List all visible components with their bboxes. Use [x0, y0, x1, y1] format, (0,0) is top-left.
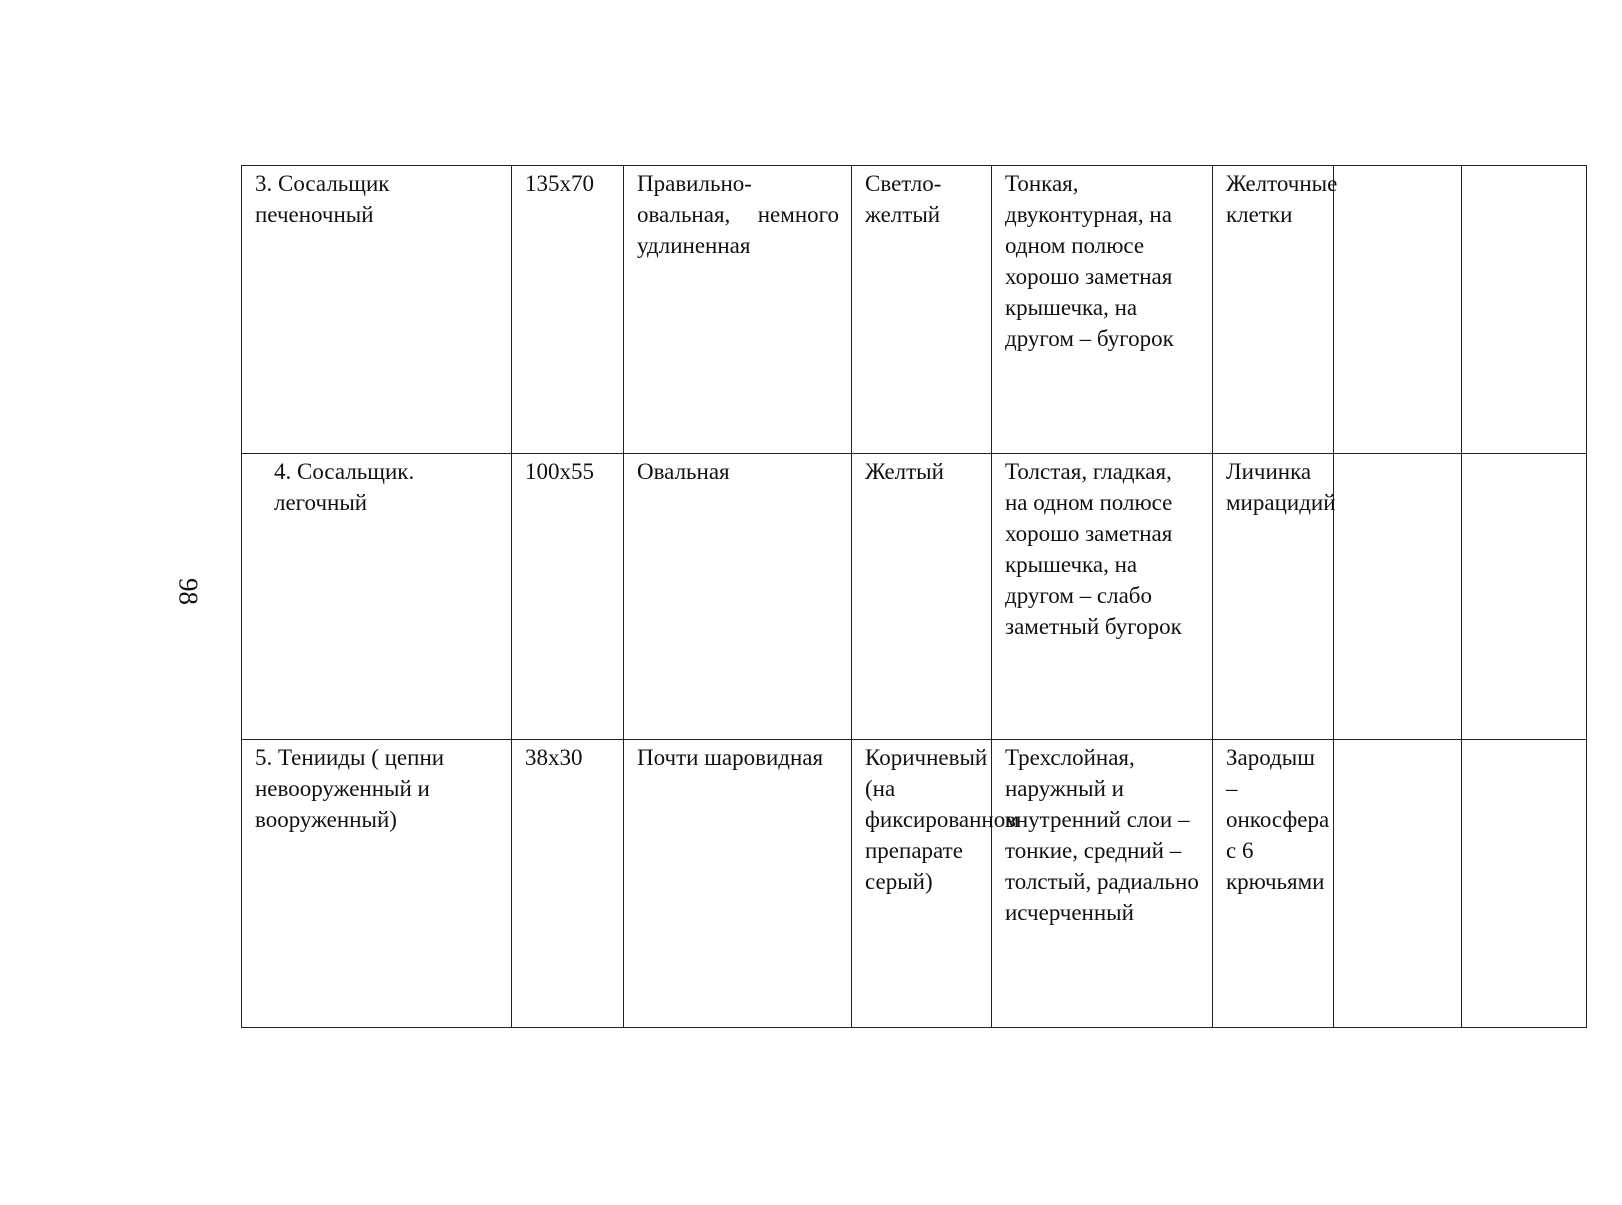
cell-empty [1462, 454, 1587, 740]
helminth-eggs-table [241, 165, 1587, 1028]
cell-size: 135х70 [512, 166, 624, 454]
cell-name: 3. Сосальщик печеночный [242, 166, 512, 454]
cell-shell: Тонкая, двуконтурная, на одном полюсе хорошо заметная крышечка, на другом – бугорок [992, 166, 1213, 454]
cell-contents: Зародыш – онкосфера с 6 крючьями [1213, 740, 1334, 1028]
cell-empty [1334, 454, 1462, 740]
cell-contents: Желточные клетки [1213, 166, 1334, 454]
cell-empty [1334, 166, 1462, 454]
table-row [242, 454, 1587, 740]
table-row [242, 740, 1587, 1028]
cell-contents: Личинка мирацидий [1213, 454, 1334, 740]
cell-size: 100х55 [512, 454, 624, 740]
cell-size: 38х30 [512, 740, 624, 1028]
cell-shape: Овальная [624, 454, 852, 740]
cell-color: Желтый [852, 454, 992, 740]
cell-shell: Трехслойная, наружный и внутренний слои – тонкие, средний – толстый, радиально исчерченный [992, 740, 1213, 1028]
table-row [242, 166, 1587, 454]
cell-name: 5. Тенииды ( цепни невооруженный и вооруженный) [242, 740, 512, 1028]
cell-shape: Правильно-овальная, немного удлиненная [624, 166, 852, 454]
cell-empty [1462, 740, 1587, 1028]
cell-color: Коричневый (на фиксированном препарате серый) [852, 740, 992, 1028]
cell-color: Светло-желтый [852, 166, 992, 454]
cell-shape: Почти шаровидная [624, 740, 852, 1028]
cell-empty [1334, 740, 1462, 1028]
cell-empty [1462, 166, 1587, 454]
page-number: 98 [173, 578, 204, 605]
cell-shell: Толстая, гладкая, на одном полюсе хорошо заметная крышечка, на другом – слабо заметный бугорок [992, 454, 1213, 740]
cell-name: 4. Сосальщик. легочный [242, 454, 512, 740]
